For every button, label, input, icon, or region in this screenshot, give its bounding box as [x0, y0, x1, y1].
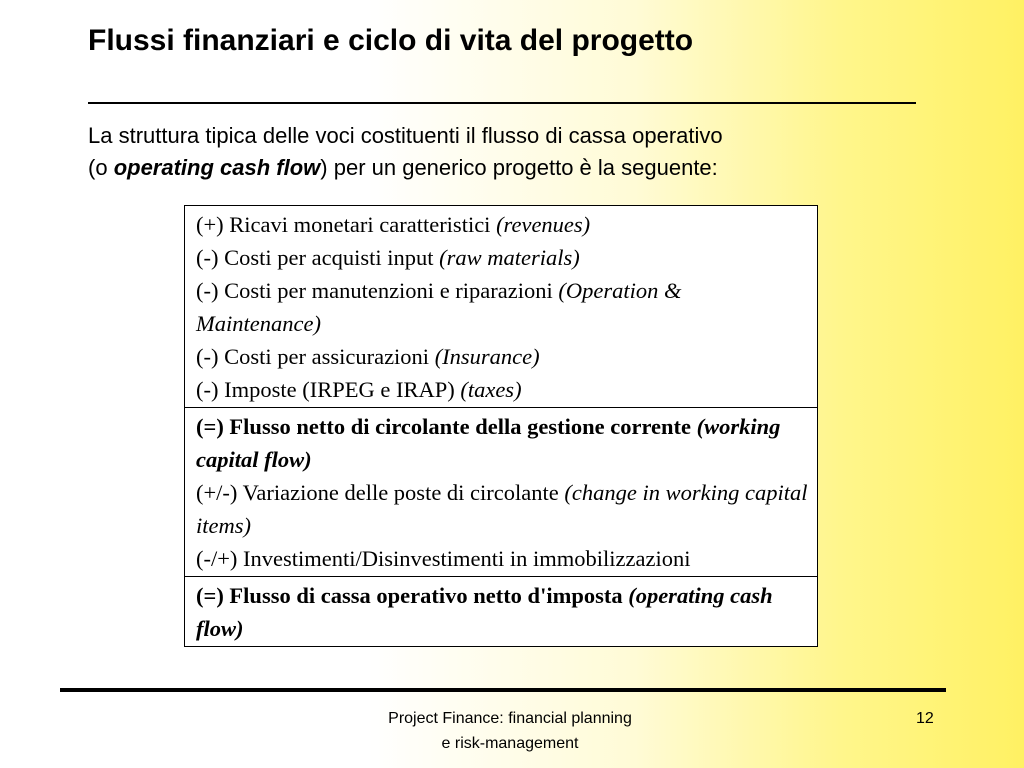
intro-line-1: La struttura tipica delle voci costituenti il flusso di cassa operativo: [88, 123, 723, 148]
intro-emphasis: operating cash flow: [113, 155, 321, 180]
slide-title: Flussi finanziari e ciclo di vita del progetto: [88, 24, 694, 57]
row-english-term: (raw materials): [439, 245, 580, 270]
row-english-term: (Operation & Maintenance): [196, 278, 682, 336]
table-row-change-working-capital: [196, 476, 809, 542]
row-label: (-/+) Investimenti/Disinvestimenti in immobilizzazioni: [196, 546, 691, 571]
table-row-taxes: [196, 373, 809, 406]
table-row-investments: [196, 542, 809, 575]
row-label: (+/-) Variazione delle poste di circolante: [196, 480, 565, 505]
intro-line-2: [88, 152, 938, 184]
row-label: (-) Imposte (IRPEG e IRAP): [196, 377, 461, 402]
footer-line-1: Project Finance: financial planning: [388, 710, 632, 727]
row-english-term: (change in working capital items): [196, 480, 808, 538]
intro-paragraph: [88, 120, 938, 184]
table-row-working-capital-flow: [196, 410, 809, 476]
row-label: (=) Flusso di cassa operativo netto d'imposta: [196, 583, 629, 608]
intro-open-paren: (o: [88, 155, 114, 180]
footer-caption: [340, 706, 680, 756]
row-english-term: (Insurance): [434, 344, 540, 369]
row-english-term: (revenues): [496, 212, 591, 237]
table-row-operating-cash-flow: [196, 579, 809, 645]
row-english-term: (operating cash flow): [196, 583, 773, 641]
table-row-insurance: [196, 340, 809, 373]
footer-divider: [60, 688, 946, 692]
row-label: (=) Flusso netto di circolante della gestione corrente: [196, 414, 697, 439]
cash-flow-table: [184, 205, 818, 647]
row-label: (-) Costi per acquisti input: [196, 245, 440, 270]
table-section-working-capital: [185, 407, 817, 576]
row-english-term: (working capital flow): [196, 414, 781, 472]
table-section-operating-cash-flow: [185, 576, 817, 646]
intro-tail: ) per un generico progetto è la seguente:: [320, 155, 718, 180]
row-label: (+) Ricavi monetari caratteristici: [196, 212, 497, 237]
page-number: 12: [916, 710, 934, 727]
footer-line-2: e risk-management: [441, 735, 579, 752]
row-label: (-) Costi per assicurazioni: [196, 344, 435, 369]
table-row-maintenance: [196, 274, 809, 340]
table-row-raw-materials: [196, 241, 809, 274]
table-row-revenues: [196, 208, 809, 241]
table-section-operating-items: [185, 206, 817, 407]
title-underline: [88, 102, 916, 104]
row-label: (-) Costi per manutenzioni e riparazioni: [196, 278, 559, 303]
row-english-term: (taxes): [460, 377, 522, 402]
